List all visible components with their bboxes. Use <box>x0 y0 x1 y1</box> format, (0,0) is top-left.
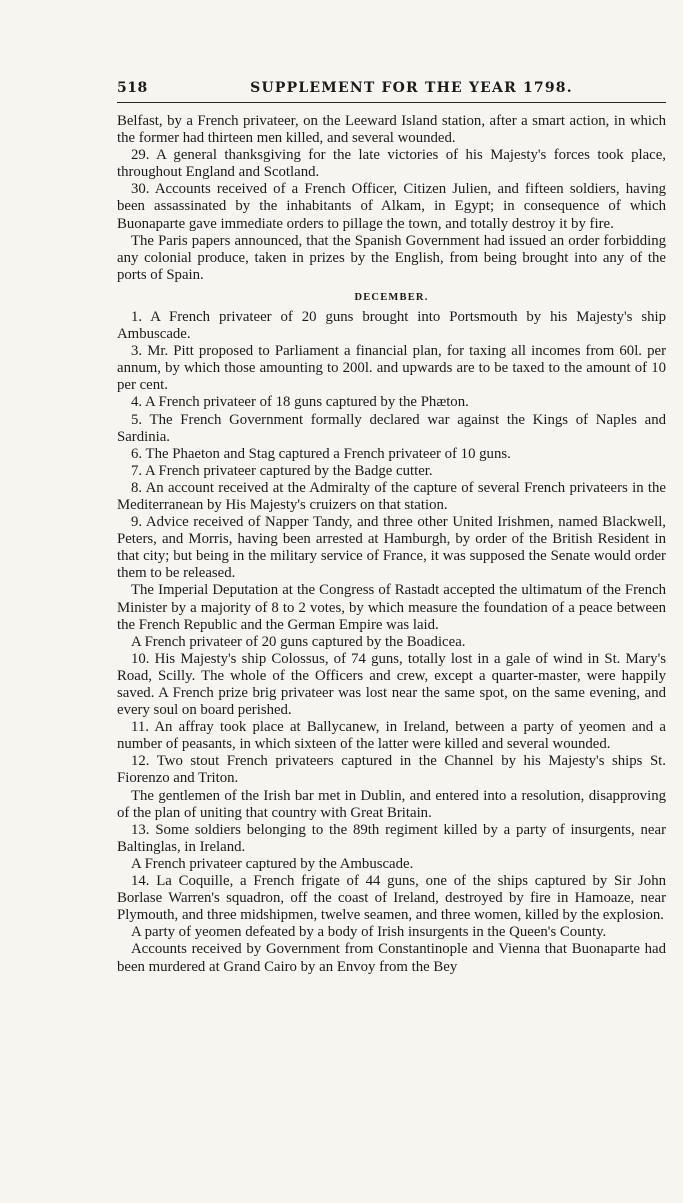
paragraph: 14. La Coquille, a French frigate of 44 guns, one of the ships captured by Sir John Borlase Warren's squadron, off the coast of Ireland, destroyed by fire in Hamoaze, near Plymouth, and three midshipmen, twelve seamen, and three women, killed by the explosion. <box>117 873 666 924</box>
paragraph: 3. Mr. Pitt proposed to Parliament a financial plan, for taxing all incomes from 60l. per annum, by which those amounting to 200l. and upwards are to be taxed to the amount of 10 per cent. <box>117 343 666 394</box>
paragraph: 12. Two stout French privateers captured in the Channel by his Majesty's ships St. Fiorenzo and Triton. <box>117 753 666 787</box>
paragraph: 8. An account received at the Admiralty of the capture of several French privateers in the Mediterranean by His Majesty's cruizers on that station. <box>117 479 666 513</box>
paragraph: 11. An affray took place at Ballycanew, in Ireland, between a party of yeomen and a number of peasants, in which sixteen of the latter were killed and several wounded. <box>117 719 666 753</box>
paragraph: 5. The French Government formally declared war against the Kings of Naples and Sardinia. <box>117 411 666 445</box>
paragraph: A French privateer of 20 guns captured by the Boadicea. <box>131 633 466 650</box>
paragraph: A party of yeomen defeated by a body of Irish insurgents in the Queen's County. <box>131 924 607 941</box>
paragraph: 9. Advice received of Napper Tandy, and three other United Irishmen, named Blackwell, Peters, and Morris, having been arrested at Hamburgh, by order of the British Resident in that city; but being in the military service of France, it was supposed the Senate would order them to be released. <box>117 514 666 582</box>
paragraph: 4. A French privateer of 18 guns captured by the Phæton. <box>131 394 469 411</box>
body-text <box>117 113 666 976</box>
paragraph: A French privateer captured by the Ambuscade. <box>131 855 414 872</box>
page-header <box>117 80 666 103</box>
page-number: 518 <box>117 80 148 96</box>
paragraph: 29. A general thanksgiving for the late victories of his Majesty's forces took place, throughout England and Scotland. <box>117 147 666 181</box>
paragraph: The Imperial Deputation at the Congress of Rastadt accepted the ultimatum of the French Minister by a majority of 8 to 2 votes, by which measure the foundation of a peace between the French Republic and the German Empire was laid. <box>117 582 666 633</box>
paragraph: Belfast, by a French privateer, on the Leeward Island station, after a smart action, in which the former had thirteen men killed, and several wounded. <box>117 113 666 147</box>
paragraph: 13. Some soldiers belonging to the 89th regiment killed by a party of insurgents, near Baltinglas, in Ireland. <box>117 821 666 855</box>
paragraph: The Paris papers announced, that the Spanish Government had issued an order forbidding any colonial produce, taken in prizes by the English, from being brought into any of the ports of Spain. <box>117 232 666 283</box>
paragraph: The gentlemen of the Irish bar met in Dublin, and entered into a resolution, disapproving of the plan of uniting that country with Great Britain. <box>117 787 666 821</box>
paragraph: 6. The Phaeton and Stag captured a French privateer of 10 guns. <box>131 445 511 462</box>
paragraph: 7. A French privateer captured by the Badge cutter. <box>131 462 433 479</box>
paragraph: 10. His Majesty's ship Colossus, of 74 guns, totally lost in a gale of wind in St. Mary's Road, Scilly. The whole of the Officers and crew, except a quarter-master, were happily saved. A French prize brig privateer was lost near the same spot, on the same evening, and every soul on board perished. <box>117 650 666 719</box>
section-heading-december: DECEMBER. <box>354 291 429 303</box>
paragraph: Accounts received by Government from Constantinople and Vienna that Buonaparte had been murdered at Grand Cairo by an Envoy from the Bey <box>117 941 666 975</box>
paragraph: 1. A French privateer of 20 guns brought into Portsmouth by his Majesty's ship Ambuscade. <box>117 308 666 343</box>
paragraph: 30. Accounts received of a French Officer, Citizen Julien, and fifteen soldiers, having been assassinated by the inhabitants of Alkam, in Egypt; in consequence of which Buonaparte gave immediate orders to pillage the town, and totally destroy it by fire. <box>117 181 666 232</box>
running-head: SUPPLEMENT FOR THE YEAR 1798. <box>250 80 573 96</box>
